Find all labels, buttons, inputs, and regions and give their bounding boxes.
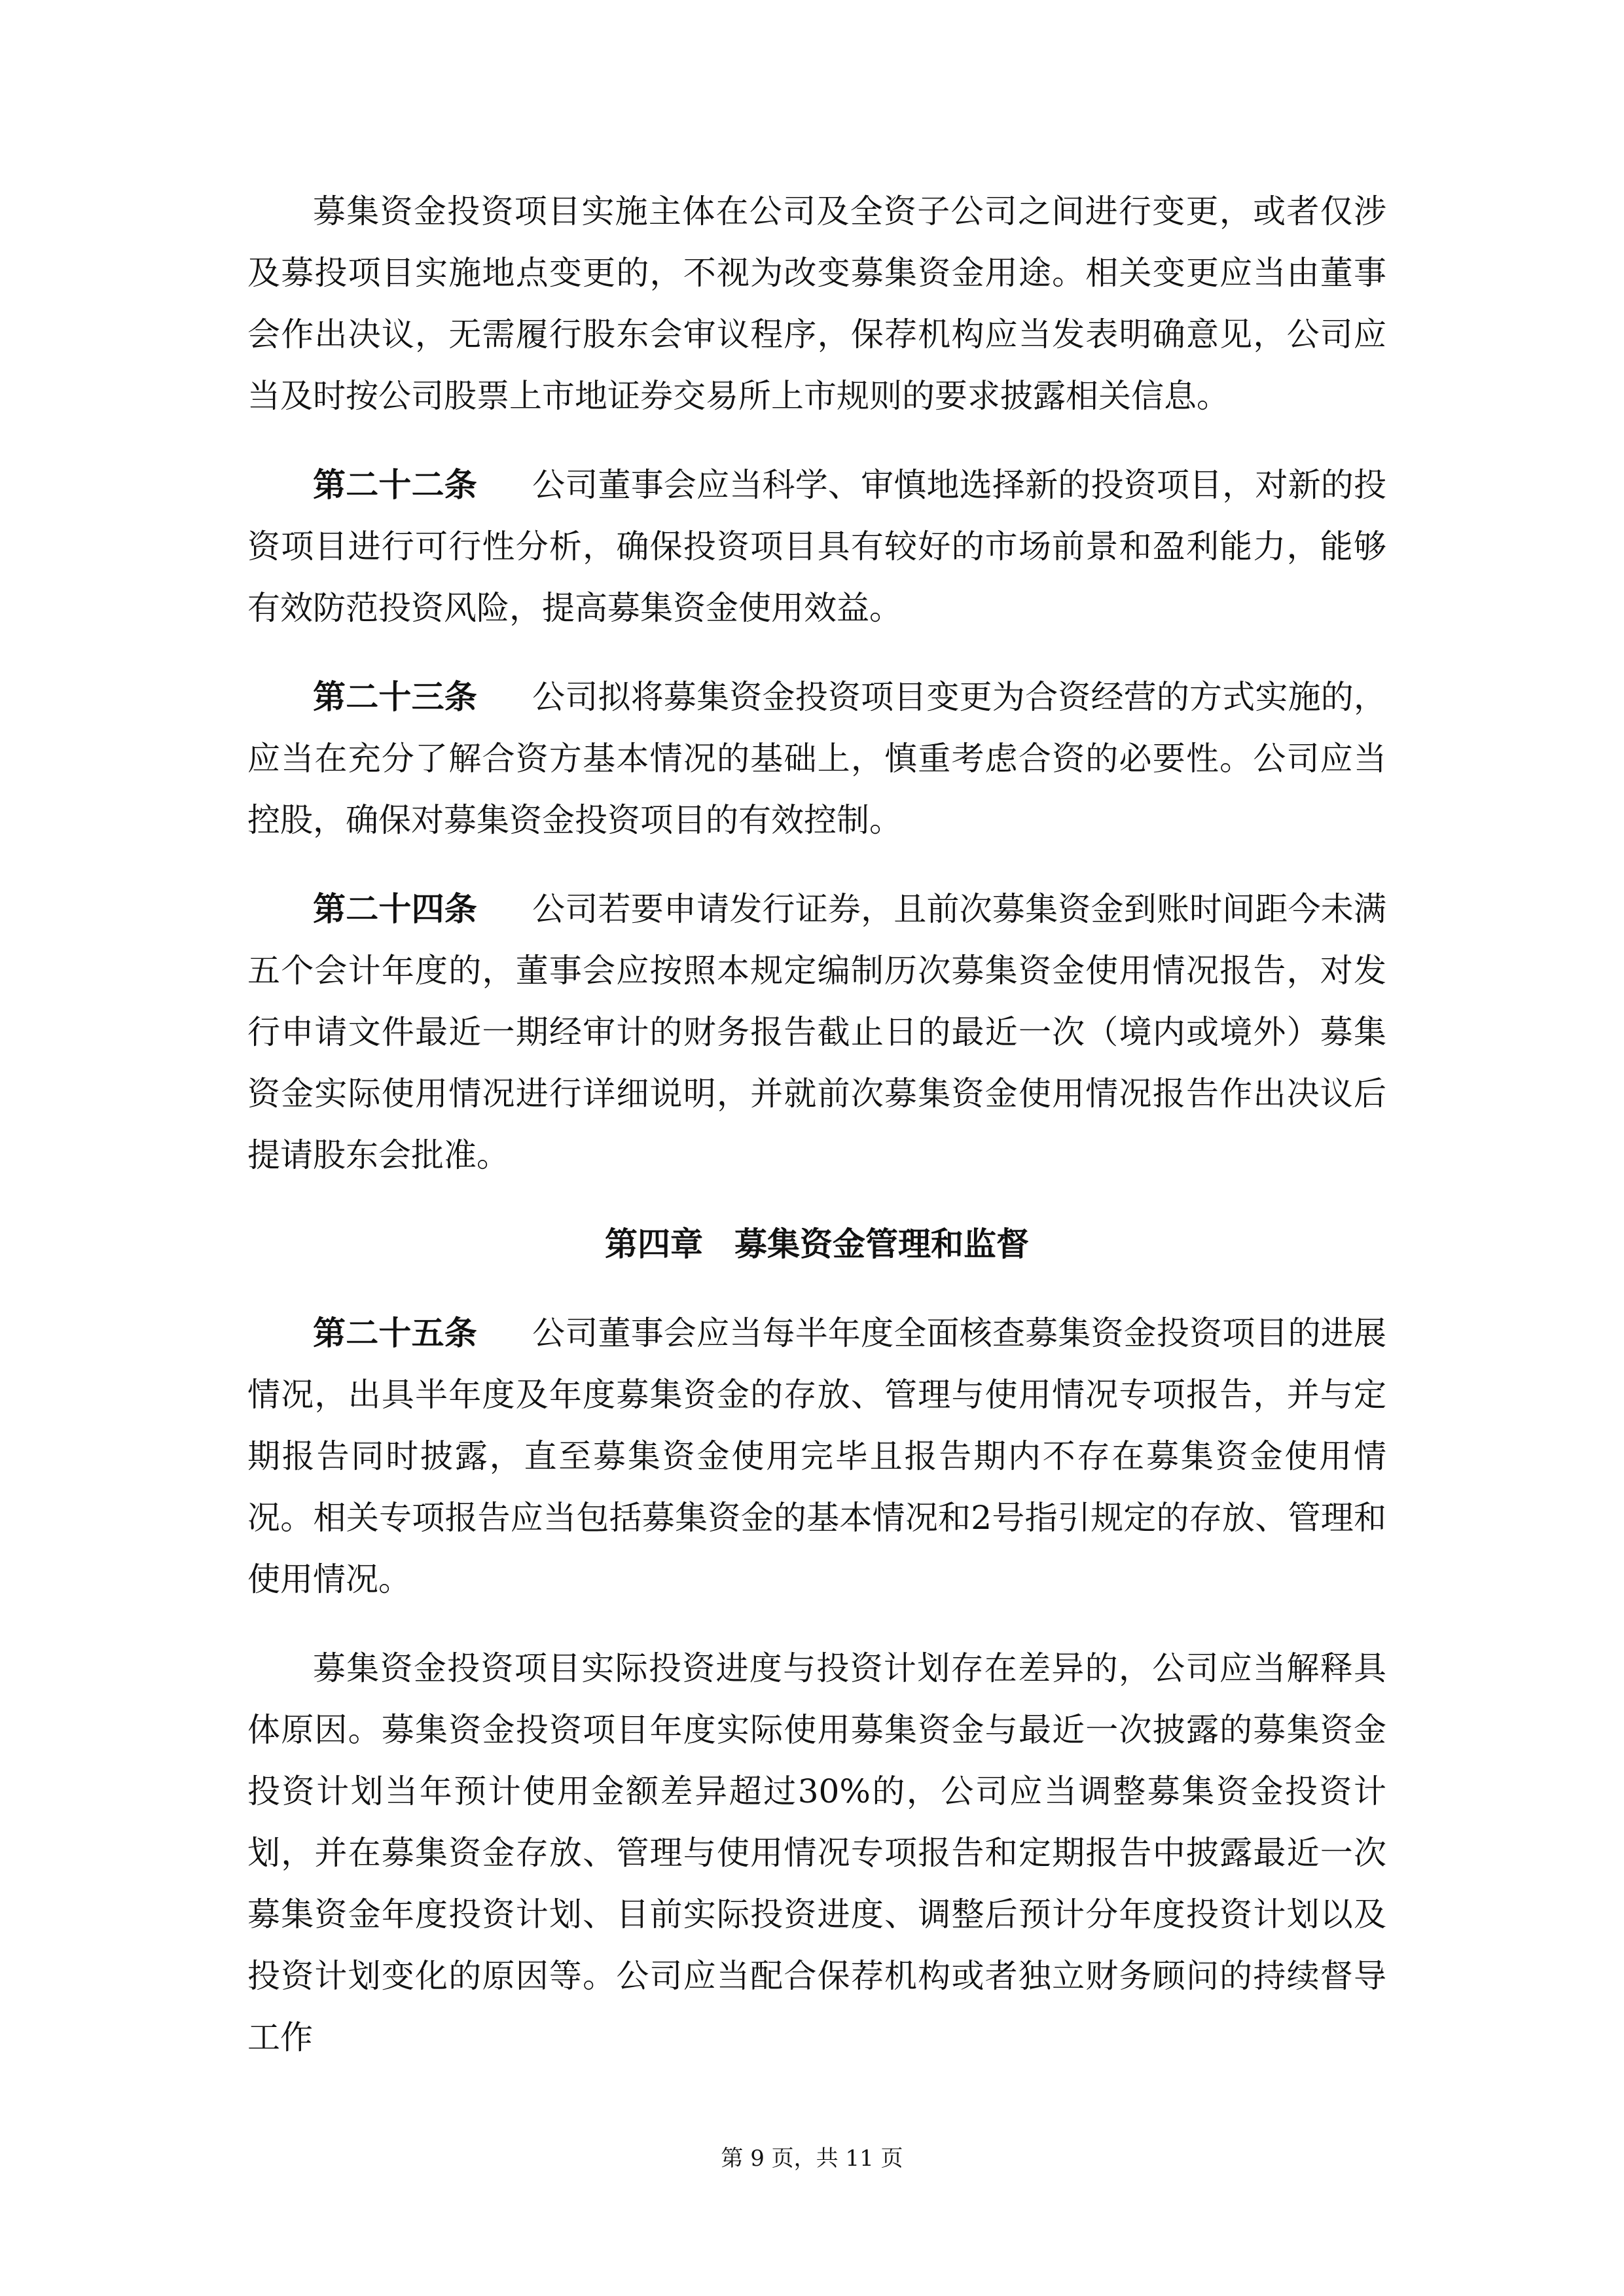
- article-23: [247, 666, 1386, 851]
- paragraph-text: 募集资金投资项目实际投资进度与投资计划存在差异的，公司应当解释具体原因。募集资金投资项目年度实际使用募集资金与最近一次披露的募集资金投资计划当年预计使用金额差异超过30%的，公司应当调整募集资金投资计划，并在募集资金存放、管理与使用情况专项报告和定期报告中披露最近一次募集资金年度投资计划、目前实际投资进度、调整后预计分年度投资计划以及投资计划变化的原因等。公司应当配合保荐机构或者独立财务顾问的持续督导工作: [247, 1649, 1386, 2056]
- chapter-number: 第四章: [605, 1225, 703, 1263]
- article-number: 第二十四条: [313, 890, 477, 928]
- paragraph-text: 公司董事会应当科学、审慎地选择新的投资项目，对新的投资项目进行可行性分析，确保投资项目具有较好的市场前景和盈利能力，能够有效防范投资风险，提高募集资金使用效益。: [247, 466, 1386, 627]
- paragraph: [247, 1638, 1386, 2068]
- page-footer: 第 9 页，共 11 页: [721, 2145, 903, 2172]
- article-25: [247, 1302, 1386, 1610]
- chapter-title: 募集资金管理和监督: [734, 1225, 1029, 1263]
- paragraph-text: 公司若要申请发行证券，且前次募集资金到账时间距今未满五个会计年度的，董事会应按照本规定编制历次募集资金使用情况报告，对发行申请文件最近一期经审计的财务报告截止日的最近一次（境内或境外）募集资金实际使用情况进行详细说明，并就前次募集资金使用情况报告作出决议后提请股东会批准。: [247, 890, 1386, 1174]
- page-body: [247, 181, 1386, 2068]
- article-number: 第二十二条: [313, 466, 477, 504]
- paragraph: [247, 181, 1386, 427]
- article-number: 第二十五条: [313, 1314, 477, 1352]
- article-22: [247, 454, 1386, 639]
- article-number: 第二十三条: [313, 678, 477, 716]
- article-24: [247, 878, 1386, 1186]
- paragraph-text: 公司董事会应当每半年度全面核查募集资金投资项目的进展情况，出具半年度及年度募集资金的存放、管理与使用情况专项报告，并与定期报告同时披露，直至募集资金使用完毕且报告期内不存在募集资金使用情况。相关专项报告应当包括募集资金的基本情况和2号指引规定的存放、管理和使用情况。: [247, 1314, 1386, 1598]
- paragraph-text: 募集资金投资项目实施主体在公司及全资子公司之间进行变更，或者仅涉及募投项目实施地点变更的，不视为改变募集资金用途。相关变更应当由董事会作出决议，无需履行股东会审议程序，保荐机构应当发表明确意见，公司应当及时按公司股票上市地证券交易所上市规则的要求披露相关信息。: [247, 192, 1386, 415]
- paragraph-text: 公司拟将募集资金投资项目变更为合资经营的方式实施的，应当在充分了解合资方基本情况的基础上，慎重考虑合资的必要性。公司应当控股，确保对募集资金投资项目的有效控制。: [247, 678, 1386, 839]
- chapter-heading: [247, 1213, 1386, 1275]
